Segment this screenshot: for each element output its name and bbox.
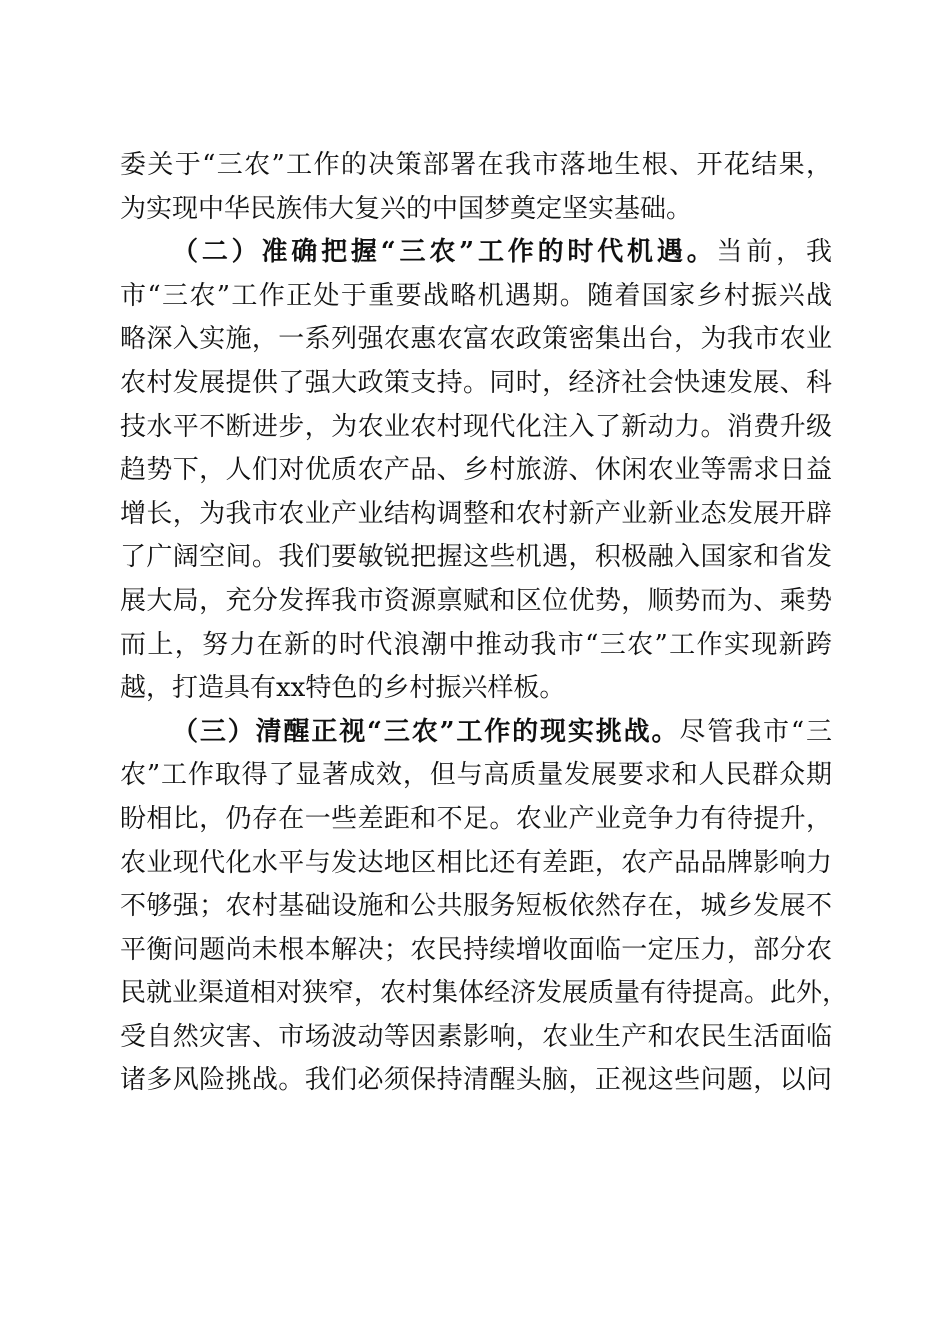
paragraph-2-line: 了广阔空间。我们要敏锐把握这些机遇，积极融入国家和省发 (120, 542, 832, 573)
paragraph-2-line: 趋势下，人们对优质农产品、乡村旅游、休闲农业等需求日益 (120, 455, 832, 486)
paragraph-2-line: 市“三农”工作正处于重要战略机遇期。随着国家乡村振兴战 (120, 280, 832, 311)
paragraph-2-line-last: 越，打造具有xx特色的乡村振兴样板。 (120, 673, 566, 704)
paragraph-1-line-2: 为实现中华民族伟大复兴的中国梦奠定坚实基础。 (120, 193, 693, 224)
body-text (120, 144, 849, 1103)
paragraph-2-first-line (120, 231, 832, 275)
paragraph-1-line-1: 委关于“三农”工作的决策部署在我市落地生根、开花结果， (120, 150, 832, 180)
paragraph-2-line: 展大局，充分发挥我市资源禀赋和区位优势，顺势而为、乘势 (120, 585, 832, 616)
paragraph-3-first-line-rest: 尽管我市“三 (679, 716, 832, 747)
paragraph-3-line: 受自然灾害、市场波动等因素影响，农业生产和农民生活面临 (120, 1021, 832, 1052)
paragraph-3-line: 不够强；农村基础设施和公共服务短板依然存在，城乡发展不 (120, 891, 832, 922)
paragraph-3-line: 盼相比，仍存在一些差距和不足。农业产业竞争力有待提升， (120, 803, 832, 834)
paragraph-3-first-line (120, 711, 832, 755)
paragraph-2-heading: （二）准确把握“三农”工作的时代机遇。 (172, 237, 717, 268)
paragraph-3-line: 民就业渠道相对狭窄，农村集体经济发展质量有待提高。此外， (120, 978, 849, 1009)
paragraph-3-line: 诸多风险挑战。我们必须保持清醒头脑，正视这些问题，以问 (120, 1065, 832, 1096)
paragraph-2-line: 农村发展提供了强大政策支持。同时，经济社会快速发展、科 (120, 367, 832, 398)
paragraph-2-line: 而上，努力在新的时代浪潮中推动我市“三农”工作实现新跨 (120, 629, 832, 660)
paragraph-3-line: 农”工作取得了显著成效，但与高质量发展要求和人民群众期 (120, 760, 832, 791)
paragraph-2-first-line-rest: 当前，我 (716, 237, 832, 268)
paragraph-2-line: 略深入实施，一系列强农惠农富农政策密集出台，为我市农业 (120, 324, 832, 355)
paragraph-2-line: 增长，为我市农业产业结构调整和农村新产业新业态发展开辟 (120, 498, 832, 529)
paragraph-2-line: 技水平不断进步，为农业农村现代化注入了新动力。消费升级 (120, 411, 832, 442)
paragraph-3-line: 农业现代化水平与发达地区相比还有差距，农产品品牌影响力 (120, 847, 832, 878)
paragraph-3-line: 平衡问题尚未根本解决；农民持续增收面临一定压力，部分农 (120, 934, 832, 965)
paragraph-3-heading: （三）清醒正视“三农”工作的现实挑战。 (172, 716, 680, 747)
